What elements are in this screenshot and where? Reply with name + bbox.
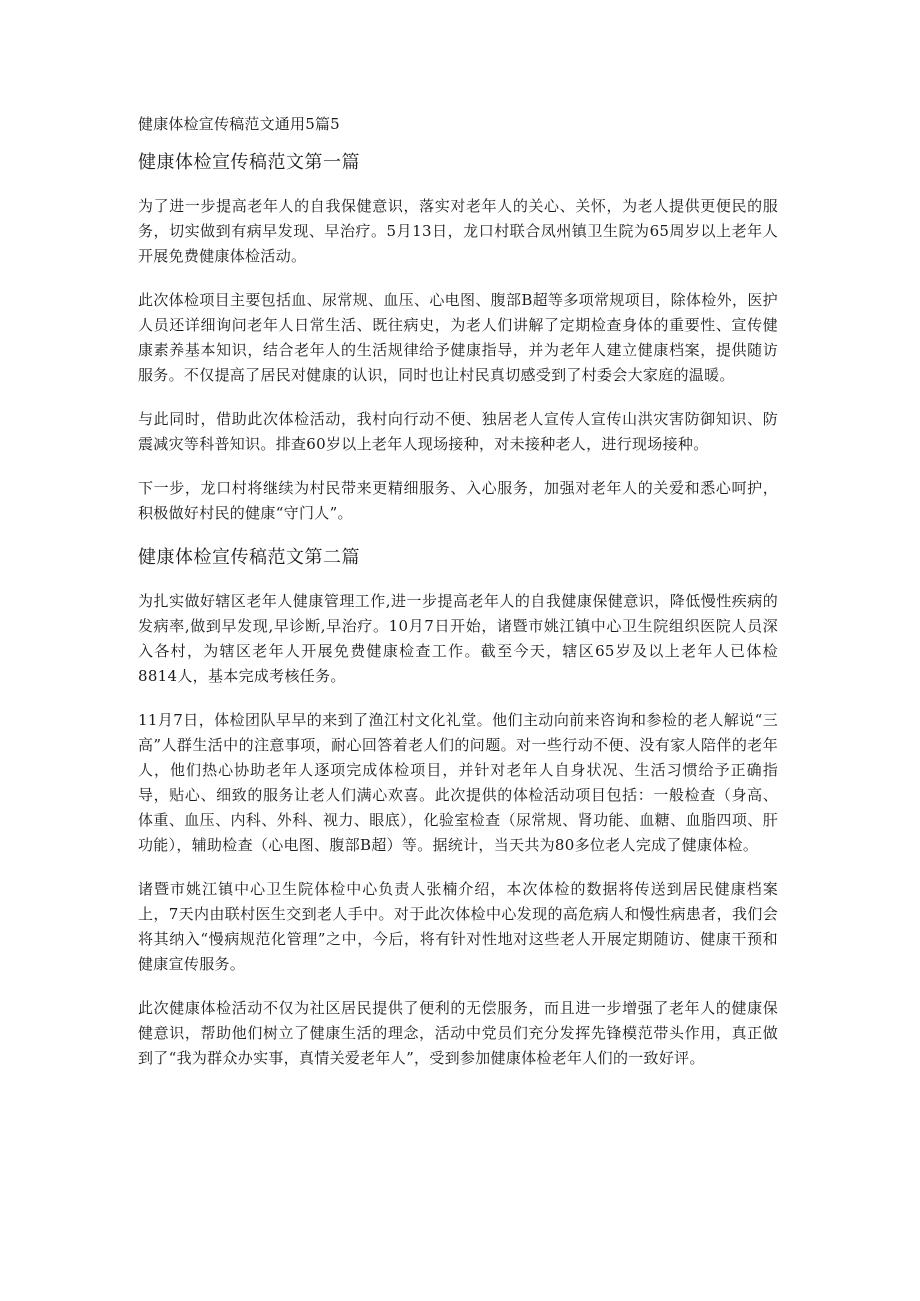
document-title: 健康体检宣传稿范文通用5篇5 <box>138 115 340 133</box>
paragraph: 此次体检项目主要包括血、尿常规、血压、心电图、腹部B超等多项常规项目，除体检外，医护人员还详细询问老年人日常生活、既往病史，为老人们讲解了定期检查身体的重要性、宣传健康素养基本知识，结合老年人的生活规律给予健康指导，并为老年人建立健康档案，提供随访服务。不仅提高了居民对健康的认识，同时也让村民真切感受到了村委会大家庭的温暖。 <box>138 291 778 384</box>
section-2 <box>138 545 778 1071</box>
paragraph: 与此同时，借助此次体检活动，我村向行动不便、独居老人宣传人宣传山洪灾害防御知识、防震减灾等科普知识。排查60岁以上老年人现场接种，对未接种老人，进行现场接种。 <box>138 410 778 453</box>
paragraph: 诸暨市姚江镇中心卫生院体检中心负责人张楠介绍，本次体检的数据将传送到居民健康档案上，7天内由联村医生交到老人手中。对于此次体检中心发现的高危病人和慢性病患者，我们会将其纳入“慢病规范化管理”之中，今后，将有针对性地对这些老人开展定期随访、健康干预和健康宣传服务。 <box>138 880 778 973</box>
section-1 <box>138 150 778 526</box>
paragraph: 11月7日，体检团队早早的来到了渔江村文化礼堂。他们主动向前来咨询和参检的老人解说“三高”人群生活中的注意事项，耐心回答着老人们的问题。对一些行动不便、没有家人陪伴的老年人，他们热心协助老年人逐项完成体检项目，并针对老年人自身状况、生活习惯给予正确指导，贴心、细致的服务让老人们满心欢喜。此次提供的体检活动项目包括：一般检查（身高、体重、血压、内科、外科、视力、眼底），化验室检查（尿常规、肾功能、血糖、血脂四项、肝功能），辅助检查（心电图、腹部B超）等。据统计，当天共为80多位老人完成了健康体检。 <box>138 711 778 854</box>
section-heading: 健康体检宣传稿范文第二篇 <box>138 547 360 568</box>
document-page <box>138 112 778 1090</box>
paragraph: 此次健康体检活动不仅为社区居民提供了便利的无偿服务，而且进一步增强了老年人的健康保健意识，帮助他们树立了健康生活的理念，活动中党员们充分发挥先锋模范带头作用，真正做到了“我为群众办实事，真情关爱老年人”，受到参加健康体检老年人们的一致好评。 <box>138 999 778 1067</box>
section-heading: 健康体检宣传稿范文第一篇 <box>138 152 360 173</box>
paragraph: 为扎实做好辖区老年人健康管理工作,进一步提高老年人的自我健康保健意识，降低慢性疾病的发病率,做到早发现,早诊断,早治疗。10月7日开始，诸暨市姚江镇中心卫生院组织医院人员深入各村，为辖区老年人开展免费健康检查工作。截至今天，辖区65岁及以上老年人已体检8814人，基本完成考核任务。 <box>138 592 778 685</box>
paragraph: 为了进一步提高老年人的自我保健意识，落实对老年人的关心、关怀，为老人提供更便民的服务，切实做到有病早发现、早治疗。5月13日，龙口村联合凤州镇卫生院为65周岁以上老年人开展免费健康体检活动。 <box>138 197 778 265</box>
paragraph: 下一步，龙口村将继续为村民带来更精细服务、入心服务，加强对老年人的关爱和悉心呵护，积极做好村民的健康“守门人”。 <box>138 479 778 522</box>
